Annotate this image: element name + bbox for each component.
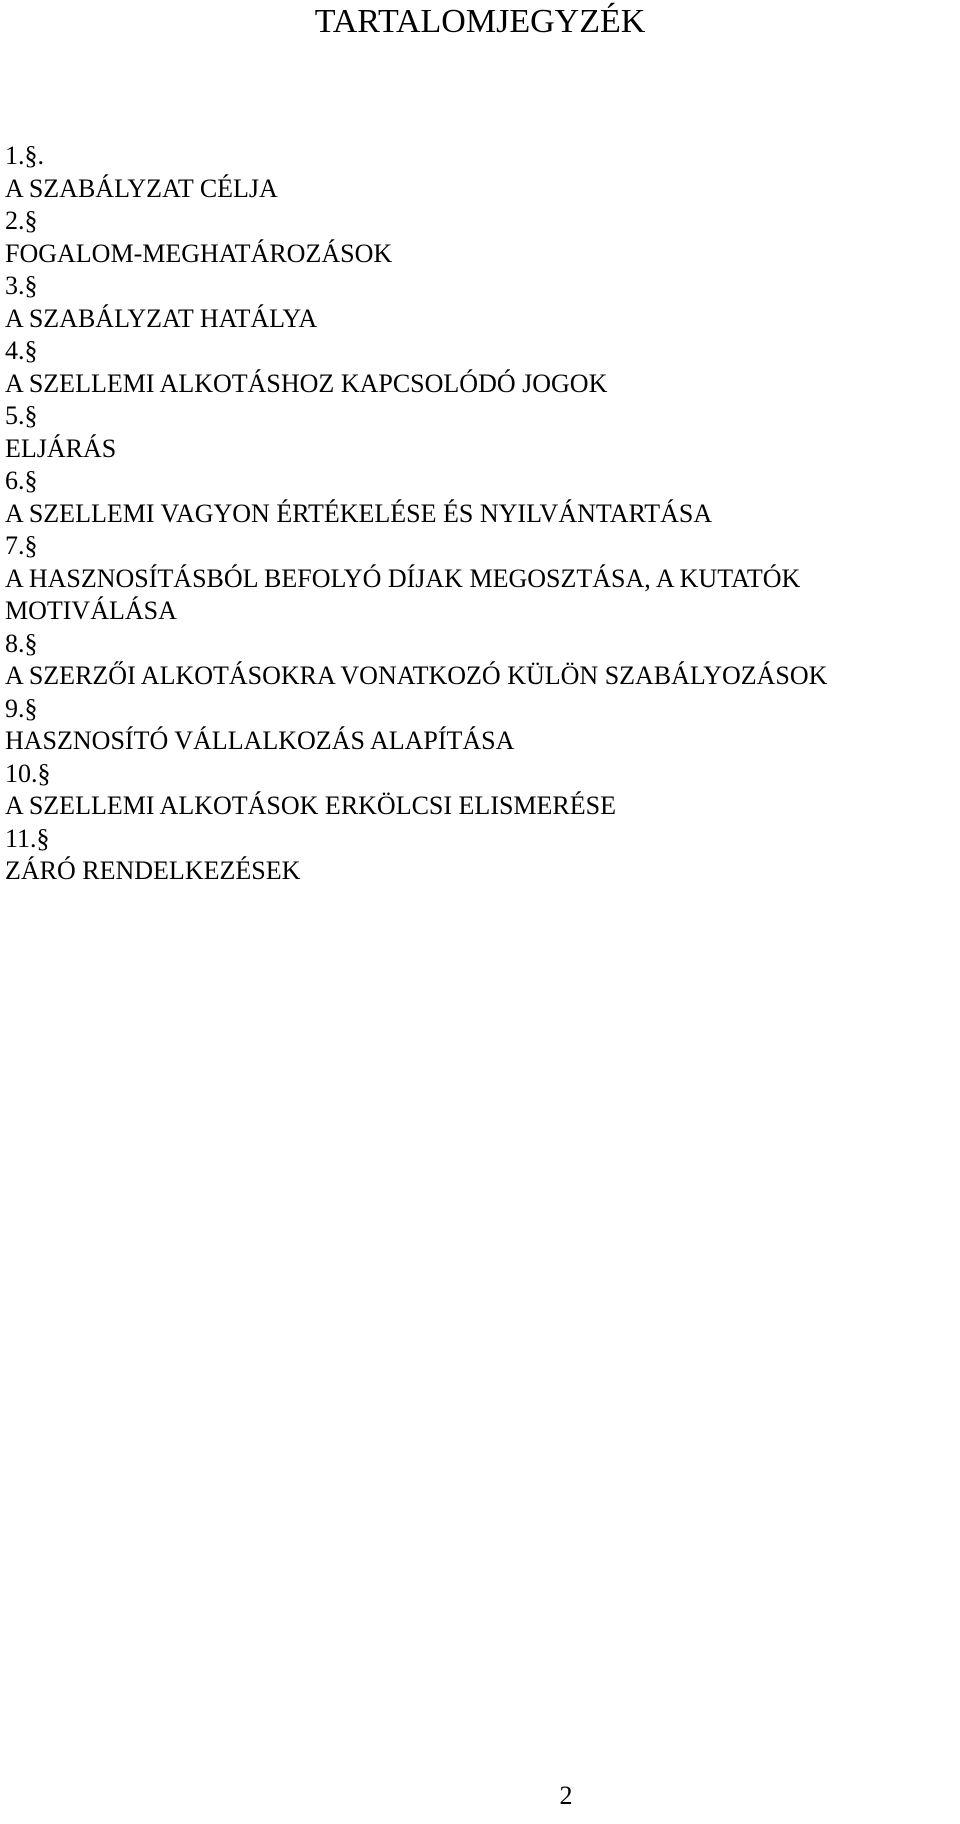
toc-entry-heading: A SZABÁLYZAT HATÁLYA: [5, 303, 318, 333]
toc-entry-heading: HASZNOSÍTÓ VÁLLALKOZÁS ALAPÍTÁSA: [5, 726, 515, 755]
toc-entry: [5, 270, 955, 335]
toc-entry-number: 3.§: [5, 271, 38, 300]
toc-entry-number: 7.§: [5, 531, 38, 560]
toc-entry: [5, 758, 955, 823]
toc-entry-heading: ELJÁRÁS: [5, 433, 117, 463]
toc-entry-number: 9.§: [5, 693, 38, 723]
toc-entry-number: 5.§: [5, 401, 38, 430]
toc-entry-number: 4.§: [5, 336, 38, 365]
page-title: TARTALOMJEGYZÉK: [314, 3, 646, 40]
toc-entry-number: 6.§: [5, 466, 38, 495]
table-of-contents: [5, 140, 955, 888]
toc-entry: [5, 140, 955, 205]
toc-entry-number: 10.§: [5, 758, 51, 788]
toc-entry-number: 11.§: [5, 823, 50, 853]
toc-entry-number: 8.§: [5, 628, 38, 658]
toc-entry-heading: A HASZNOSÍTÁSBÓL BEFOLYÓ DÍJAK MEGOSZTÁSA, A KUTATÓK MOTIVÁLÁSA: [5, 563, 801, 625]
toc-entry: [5, 400, 955, 465]
toc-entry: [5, 465, 955, 530]
toc-entry-heading: A SZELLEMI ALKOTÁSHOZ KAPCSOLÓDÓ JOGOK: [5, 368, 608, 398]
page-number: 2: [559, 1781, 573, 1810]
toc-entry: [5, 628, 955, 693]
toc-entry: [5, 205, 955, 270]
toc-entry-heading: A SZELLEMI VAGYON ÉRTÉKELÉSE ÉS NYILVÁNTARTÁSA: [5, 498, 713, 528]
toc-entry: [5, 335, 955, 400]
toc-entry: [5, 530, 955, 628]
toc-entry: [5, 693, 955, 758]
toc-entry-heading: A SZELLEMI ALKOTÁSOK ERKÖLCSI ELISMERÉSE: [5, 791, 616, 820]
toc-entry: [5, 823, 955, 888]
toc-entry-heading: FOGALOM-MEGHATÁROZÁSOK: [5, 238, 393, 268]
toc-entry-number: 2.§: [5, 206, 38, 235]
toc-entry-heading: ZÁRÓ RENDELKEZÉSEK: [5, 856, 301, 885]
toc-entry-heading: A SZABÁLYZAT CÉLJA: [5, 173, 278, 203]
toc-entry-number: 1.§.: [5, 141, 44, 170]
toc-entry-heading: A SZERZŐI ALKOTÁSOKRA VONATKOZÓ KÜLÖN SZABÁLYOZÁSOK: [5, 661, 828, 690]
